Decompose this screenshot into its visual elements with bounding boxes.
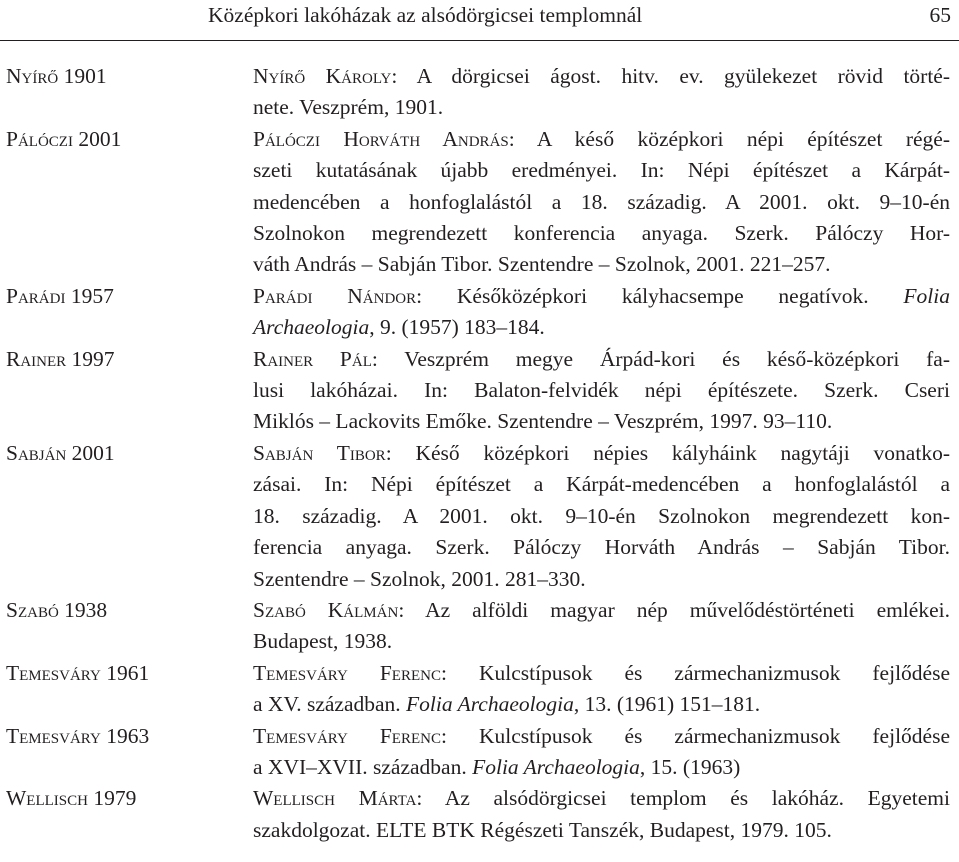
- entry-reference: [253, 438, 950, 595]
- reference-text: 18. századig. A 2001. okt. 9–10-én Szolnokon megrendezett kon-: [253, 503, 950, 528]
- reference-text: , 15. (1963): [639, 754, 741, 779]
- reference-line: [253, 752, 950, 783]
- reference-text: a XV. században.: [253, 692, 407, 717]
- reference-line: [253, 689, 950, 720]
- bibliography-entry: [0, 783, 959, 846]
- page-number: 65: [929, 3, 951, 27]
- reference-text: : Későközépkori kályhacsempe negatívok.: [416, 283, 904, 308]
- entry-key: Pálóczi 2001: [6, 126, 122, 151]
- reference-text: : Az alsódörgicsei templom és lakóház. Egyetemi: [416, 786, 950, 811]
- reference-line: [253, 92, 950, 123]
- reference-line: [253, 501, 950, 532]
- entry-reference: [253, 124, 950, 281]
- reference-text: , 13. (1961) 151–181.: [573, 692, 761, 717]
- bibliography-entry: [0, 595, 959, 658]
- entry-key: Szabó 1938: [6, 597, 108, 622]
- reference-text: : Az alföldi magyar nép művelődéstörténeti emlékei.: [398, 597, 950, 622]
- reference-text: ferencia anyaga. Szerk. Pálóczy Horváth András – Sabján Tibor.: [253, 535, 950, 560]
- reference-line: [253, 626, 950, 657]
- reference-line: [253, 815, 950, 846]
- reference-line: [253, 124, 950, 155]
- author-name: Parádi Nándor: [253, 283, 417, 308]
- reference-line: [253, 658, 950, 689]
- bibliography-entry: [0, 658, 959, 721]
- reference-text: a XVI–XVII. században.: [253, 754, 473, 779]
- reference-line: [253, 564, 950, 595]
- journal-title: Archaeologia: [253, 315, 370, 340]
- reference-text: szeti kutatásának újabb eredményei. In: Népi építészet a Kárpát-: [253, 158, 950, 183]
- journal-title: Folia Archaeologia: [406, 692, 574, 717]
- entry-reference: [253, 595, 950, 658]
- entry-key: Wellisch 1979: [6, 786, 137, 811]
- entry-key: Nyírő 1901: [6, 64, 107, 88]
- reference-text: : Kulcstípusok és zármechanizmusok fejlődése: [440, 660, 950, 685]
- reference-line: [253, 312, 950, 343]
- reference-line: [253, 249, 950, 280]
- reference-text: : A dörgicsei ágost. hitv. ev. gyülekezet rövid törté-: [391, 64, 951, 88]
- reference-text: Szentendre – Szolnok, 2001. 281–330.: [253, 566, 586, 591]
- reference-line: [253, 406, 950, 437]
- journal-title: Folia Archaeologia: [472, 754, 640, 779]
- reference-text: lusi lakóházai. In: Balaton-felvidék népi építészete. Szerk. Cseri: [253, 378, 950, 403]
- entry-reference: [253, 61, 950, 124]
- reference-text: szakdolgozat. ELTE BTK Régészeti Tanszék, Budapest, 1979. 105.: [253, 817, 832, 842]
- reference-text: , 9. (1957) 183–184.: [369, 315, 545, 340]
- entry-reference: [253, 658, 950, 721]
- bibliography-entry: [0, 281, 959, 344]
- entry-key: Temesváry 1963: [6, 723, 150, 748]
- entry-key: Parádi 1957: [6, 283, 114, 308]
- reference-line: [253, 344, 950, 375]
- page-header: [0, 0, 959, 41]
- reference-line: [253, 281, 950, 312]
- entry-reference: [253, 281, 950, 344]
- bibliography-entry: [0, 438, 959, 595]
- reference-line: [253, 469, 950, 500]
- reference-line: [253, 783, 950, 814]
- author-name: Nyírő Károly: [253, 64, 392, 88]
- reference-line: [253, 218, 950, 249]
- bibliography-entry: [0, 61, 959, 124]
- reference-text: : Késő középkori népies kályháink nagytáji vonatko-: [385, 440, 950, 465]
- journal-title: Folia: [903, 283, 950, 308]
- reference-text: : Veszprém megye Árpád-kori és késő-középkori fa-: [371, 346, 950, 371]
- entry-key: Sabján 2001: [6, 440, 115, 465]
- entry-key: Rainer 1997: [6, 346, 115, 371]
- reference-text: : A késő középkori népi építészet régé-: [508, 126, 950, 151]
- bibliography-entry: [0, 124, 959, 281]
- author-name: Sabján Tibor: [253, 440, 386, 465]
- bibliography-list: [0, 61, 959, 846]
- author-name: Temesváry Ferenc: [253, 723, 441, 748]
- entry-reference: [253, 344, 950, 438]
- reference-line: [253, 187, 950, 218]
- author-name: Szabó Kálmán: [253, 597, 399, 622]
- reference-line: [253, 375, 950, 406]
- entry-reference: [253, 721, 950, 784]
- reference-text: zásai. In: Népi építészet a Kárpát-medencében a honfoglalástól a: [253, 472, 950, 497]
- reference-text: : Kulcstípusok és zármechanizmusok fejlődése: [440, 723, 950, 748]
- author-name: Temesváry Ferenc: [253, 660, 441, 685]
- author-name: Wellisch Márta: [253, 786, 417, 811]
- reference-line: [253, 438, 950, 469]
- reference-line: [253, 721, 950, 752]
- author-name: Pálóczi Horváth András: [253, 126, 509, 151]
- reference-text: nete. Veszprém, 1901.: [253, 95, 444, 120]
- reference-text: Miklós – Lackovits Emőke. Szentendre – Veszprém, 1997. 93–110.: [253, 409, 833, 434]
- reference-text: váth András – Sabján Tibor. Szentendre – Szolnok, 2001. 221–257.: [253, 252, 831, 277]
- reference-text: Budapest, 1938.: [253, 629, 393, 654]
- reference-text: medencében a honfoglalástól a 18. századig. A 2001. okt. 9–10-én: [253, 189, 950, 214]
- running-title: Középkori lakóházak az alsódörgicsei templomnál: [208, 3, 643, 27]
- bibliography-entry: [0, 344, 959, 438]
- reference-line: [253, 155, 950, 186]
- entry-reference: [253, 783, 950, 846]
- author-name: Rainer Pál: [253, 346, 372, 371]
- bibliography-entry: [0, 721, 959, 784]
- reference-text: Szolnokon megrendezett konferencia anyaga. Szerk. Pálóczy Hor-: [253, 221, 950, 246]
- reference-line: [253, 595, 950, 626]
- reference-line: [253, 61, 950, 92]
- entry-key: Temesváry 1961: [6, 660, 150, 685]
- reference-line: [253, 532, 950, 563]
